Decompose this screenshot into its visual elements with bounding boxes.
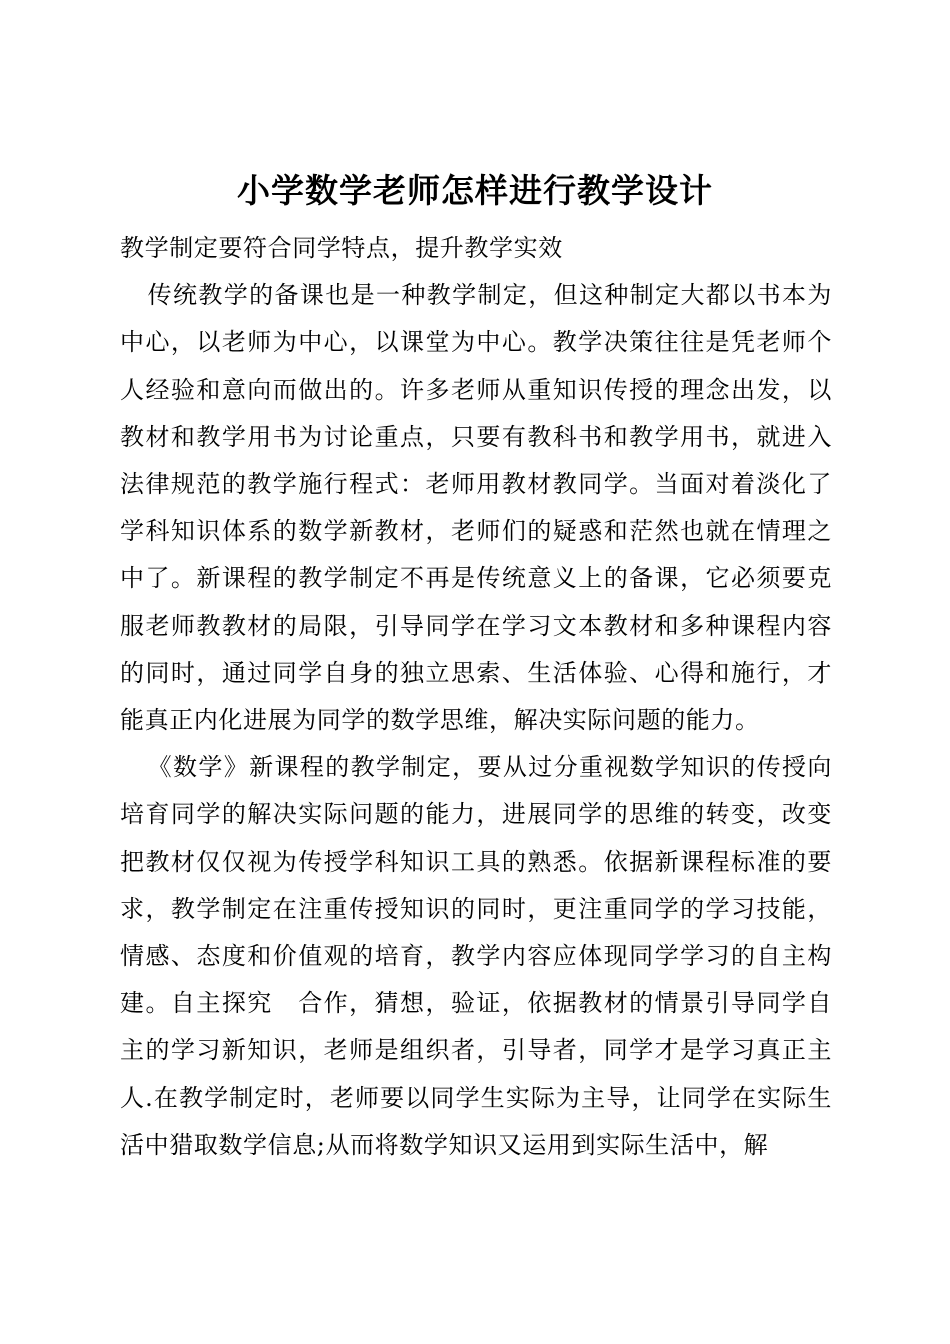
section-heading: 教学制定要符合同学特点，提升教学实效 [120, 234, 563, 262]
body-paragraph: 《数学》新课程的教学制定，要从过分重视数学知识的传授向培育同学的解决实际问题的能力，进展同学的思维的转变，改变把教材仅仅视为传授学科知识工具的熟悉。依据新课程标准的要求，教学制定在注重传授知识的同时，更注重同学的学习技能，情感、态度和价值观的培育，教学内容应体现同学学习的自主构建。自主探究 合作，猜想，验证，依据教材的情景引导同学自主的学习新知识，老师是组织者，引导者，同学才是学习真正主人.在教学制定时，老师要以同学生实际为主导，让同学在实际生活中猎取数学信息;从而将数学知识又运用到实际生活中，解 [120, 753, 832, 1159]
document-title: 小学数学老师怎样进行教学设计 [237, 171, 713, 211]
body-paragraph: 传统教学的备课也是一种教学制定，但这种制定大都以书本为中心，以老师为中心，以课堂为中心。教学决策往往是凭老师个人经验和意向而做出的。许多老师从重知识传授的理念出发，以教材和教学用书为讨论重点，只要有教科书和教学用书，就进入法律规范的教学施行程式：老师用教材教同学。当面对着淡化了学科知识体系的数学新教材，老师们的疑惑和茫然也就在情理之中了。新课程的教学制定不再是传统意义上的备课，它必须要克服老师教教材的局限，引导同学在学习文本教材和多种课程内容的同时，通过同学自身的独立思索、生活体验、心得和施行，才能真正内化进展为同学的数学思维，解决实际问题的能力。 [120, 281, 832, 735]
document-body [120, 225, 832, 1169]
